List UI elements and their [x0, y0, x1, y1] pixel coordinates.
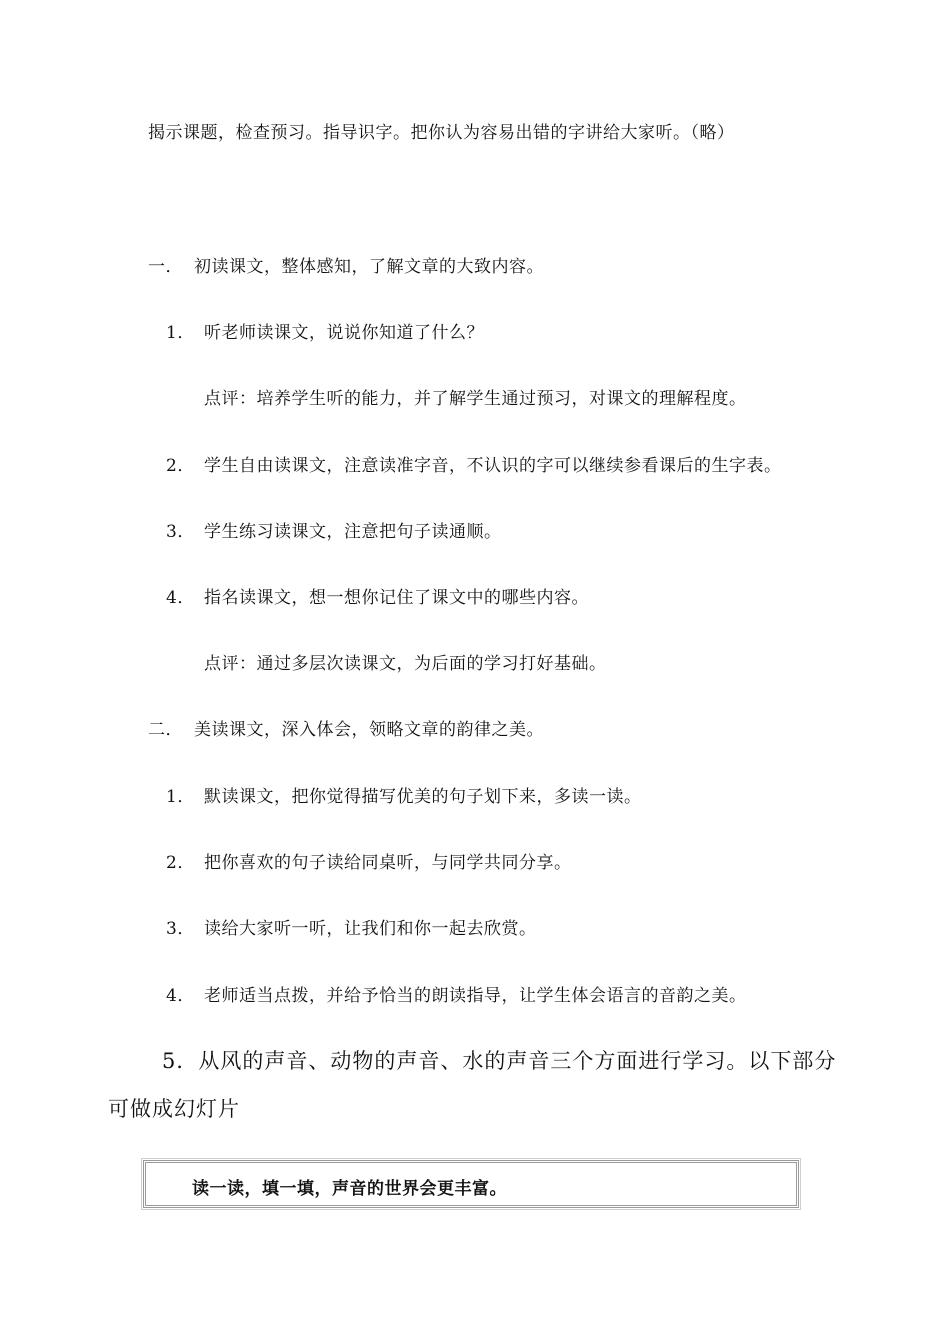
item-number: 3．: [166, 522, 195, 542]
section-2-item-4: [166, 985, 747, 1007]
item-text: 指名读课文，想一想你记住了课文中的哪些内容。: [204, 588, 589, 608]
item-number: 4．: [166, 986, 195, 1006]
section-2-item-3: [166, 918, 537, 940]
item-text: 老师适当点拨，并给予恰当的朗读指导，让学生体会语言的音韵之美。: [204, 986, 747, 1006]
section-2-heading: [148, 719, 544, 741]
item-text: 学生自由读课文，注意读准字音，不认识的字可以继续参看课后的生字表。: [204, 456, 782, 476]
section-1-comment-2: 点评：通过多层次读课文，为后面的学习打好基础。: [204, 654, 607, 674]
section-2-item-1: [166, 786, 642, 808]
section-2-item-2: [166, 852, 572, 874]
item-number: 1．: [166, 323, 195, 343]
section-2-number: 二．: [148, 720, 183, 740]
item-text: 把你喜欢的句子读给同桌听，与同学共同分享。: [204, 853, 572, 873]
slide-callout-box: [143, 1160, 799, 1208]
section-1-item-1: [166, 322, 484, 344]
item-5-line-2: 可做成幻灯片: [108, 1097, 240, 1121]
item-text: 听老师读课文，说说你知道了什么？: [204, 323, 484, 343]
item-5-line-1: 5．从风的声音、动物的声音、水的声音三个方面进行学习。以下部分: [162, 1049, 837, 1073]
item-text: 默读课文，把你觉得描写优美的句子划下来，多读一读。: [204, 787, 642, 807]
item-number: 1．: [166, 787, 195, 807]
item-number: 2．: [166, 456, 195, 476]
section-1-comment-1: 点评：培养学生听的能力，并了解学生通过预习，对课文的理解程度。: [204, 389, 747, 409]
intro-paragraph: 揭示课题，检查预习。指导识字。把你认为容易出错的字讲给大家听。（略）: [148, 123, 735, 143]
section-1-heading: [148, 256, 544, 278]
section-2-title: 美读课文，深入体会，领略文章的韵律之美。: [194, 720, 544, 740]
section-1-item-3: [166, 521, 502, 543]
item-text: 读给大家听一听，让我们和你一起去欣赏。: [204, 919, 537, 939]
item-number: 3．: [166, 919, 195, 939]
section-1-item-4: [166, 587, 589, 609]
section-1-item-2: [166, 455, 782, 477]
item-number: 4．: [166, 588, 195, 608]
item-number: 2．: [166, 853, 195, 873]
item-text: 学生练习读课文，注意把句子读通顺。: [204, 522, 502, 542]
callout-text: 读一读，填一填，声音的世界会更丰富。: [192, 1179, 507, 1199]
section-1-title: 初读课文，整体感知，了解文章的大致内容。: [194, 257, 544, 277]
section-1-number: 一．: [148, 257, 183, 277]
